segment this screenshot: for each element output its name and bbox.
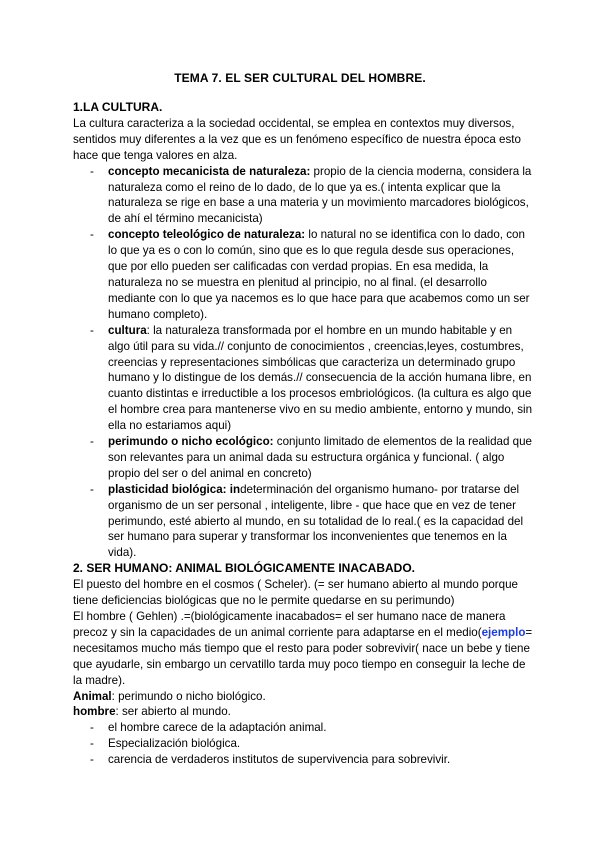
example-text: = necesitamos mucho más tiempo que el resto para poder sobrevivir( nace un bebe y tiene que ayudarle, sin embargo un cervatillo tarda muy poco tiempo en conseguir la leche de la madre). bbox=[73, 625, 533, 687]
definition-text: propio de la ciencia moderna, considera la naturaleza como el reino de lo dado, de lo que ya es.( intenta explicar que la naturaleza se rige en base a una materia y un movimiento marcadores biológicos, de ahí el término mecanicista) bbox=[108, 164, 532, 226]
example-label: ejemplo bbox=[481, 625, 526, 639]
list-item: - el hombre carece de la adaptación animal. bbox=[73, 720, 533, 736]
animal-label: Animal bbox=[73, 689, 112, 703]
section-2-gehlen-paragraph bbox=[73, 609, 533, 689]
definition-text: conjunto limitado de elementos de la realidad que son relevantes para un animal dada su estructura orgánica y funcional. ( algo propio del ser o del animal en concreto) bbox=[108, 435, 533, 480]
document-body bbox=[73, 100, 533, 768]
animal-text: : perimundo o nicho biológico. bbox=[111, 689, 266, 703]
section-1-intro: La cultura caracteriza a la sociedad occidental, se emplea en contextos muy diversos, sentidos muy diferentes a la vez que es un fenómeno específico de nuestra época esto hace que tenga valores en alza. bbox=[73, 116, 521, 162]
section-1-heading: 1.LA CULTURA. bbox=[73, 100, 163, 114]
section-2-list bbox=[73, 720, 533, 768]
animal-line bbox=[73, 689, 533, 705]
list-item bbox=[73, 227, 533, 322]
list-item bbox=[73, 482, 533, 562]
list-item bbox=[73, 164, 533, 228]
section-1-definitions-list bbox=[73, 164, 533, 562]
definition-term: plasticidad biológica: in bbox=[108, 482, 241, 496]
definition-term: cultura bbox=[108, 323, 147, 337]
list-item bbox=[73, 434, 533, 482]
hombre-label: hombre bbox=[73, 705, 116, 719]
definition-term: perimundo o nicho ecológico: bbox=[108, 435, 274, 449]
hombre-line bbox=[73, 704, 533, 720]
list-item: - Especialización biológica. bbox=[73, 736, 533, 752]
hombre-text: : ser abierto al mundo. bbox=[115, 705, 231, 719]
definition-text: : la naturaleza transformada por el hombre en un mundo habitable y en algo útil para su vida.// conjunto de conocimientos , creencias,leyes, costumbres, creencias y representaciones simbólicas que caracteriza un determinado grupo humano y lo distingue de los demás.// consecuencia de la acción humana libre, en cuanto distintas e irreductible a los procesos embriológicos. (la cultura es algo que el hombre crea para mantenerse vivo en su medio ambiente, entorno y mundo, sin ella no estariamos aqui) bbox=[108, 323, 533, 433]
gehlen-text: El hombre ( Gehlen) .=(biológicamente inacabados= el ser humano nace de manera precoz y sin la capacidades de un animal corriente para adaptarse en el medio( bbox=[73, 610, 506, 639]
section-2-scheler-paragraph: El puesto del hombre en el cosmos ( Scheler). (= ser humano abierto al mundo porque tiene deficiencias biológicas que no le permite quedarse en su perimundo) bbox=[73, 578, 518, 608]
definition-term: concepto mecanicista de naturaleza: bbox=[108, 164, 311, 178]
definition-text: determinación del organismo humano- por tratarse del organismo de un ser personal , inteligente, libre - que hace que en vez de tener perimundo, esté abierto al mundo, en su totalidad de lo real.( es la capacidad del ser humano para superar y transformar los inconvenientes que tenemos en la vida). bbox=[108, 482, 524, 560]
list-item bbox=[73, 323, 533, 434]
section-2-heading: 2. SER HUMANO: ANIMAL BIOLÓGICAMENTE INACABADO. bbox=[73, 561, 415, 576]
definition-text: lo natural no se identifica con lo dado, con lo que ya es o con lo común, sino que es lo que regula desde sus operaciones, que por ello pueden ser calificadas con verdad propias. En esa medida, la naturaleza no se muestra en plenitud al principio, no al final. (el desarrollo mediante con lo que ya nacemos es lo que hace para que acabemos como un ser humano completo). bbox=[108, 228, 530, 321]
definition-term: concepto teleológico de naturaleza: bbox=[108, 228, 306, 242]
list-item: - carencia de verdaderos institutos de supervivencia para sobrevivir. bbox=[73, 752, 533, 768]
document-title: TEMA 7. EL SER CULTURAL DEL HOMBRE. bbox=[174, 71, 426, 85]
